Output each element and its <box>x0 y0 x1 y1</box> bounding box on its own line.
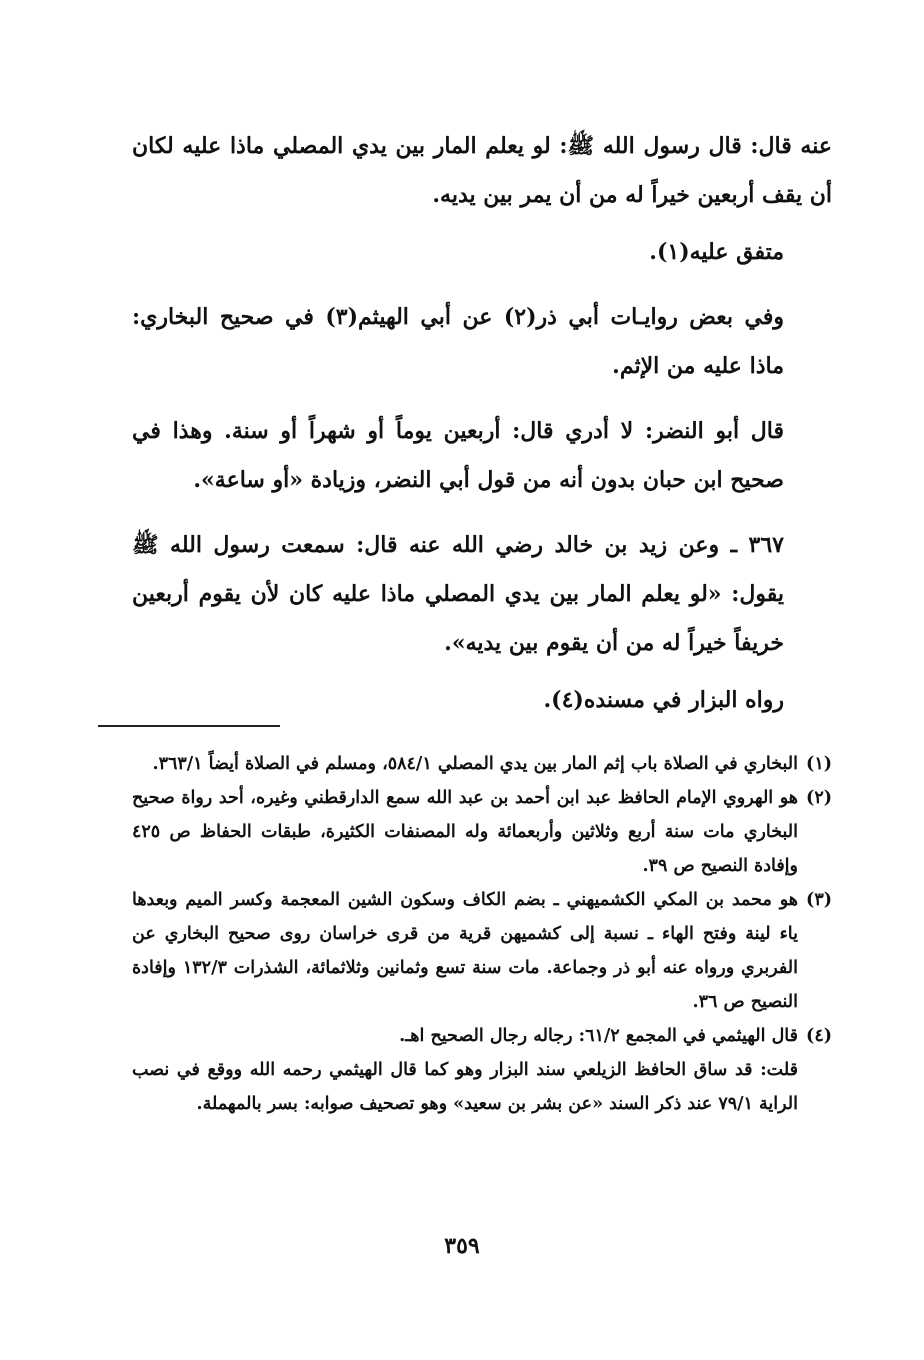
footnote-number: (٣) <box>806 890 832 910</box>
paragraph-hadith-366: عنه قال: قال رسول الله ﷺ: لو يعلم المار بين يدي المصلي ماذا عليه لكان أن يقف أربعين خيراً له من أن يمر بين يديه. <box>132 133 832 208</box>
footnote-text: هو الهروي الإمام الحافظ عبد ابن أحمد بن عبد الله سمع الدارقطني وغيره، أحد رواة صحيح البخاري مات سنة أربع وثلاثين وأربعمائة وله المصنفات الكثيرة، طبقات الحفاظ ص ٤٢٥ وإفادة النصيح ص ٣٩. <box>132 788 798 876</box>
footnote-4 <box>132 1019 832 1053</box>
paragraph-abu-al-nadr: قال أبو النضر: لا أدري قال: أربعين يوماً أو شهراً أو سنة. وهذا في صحيح ابن حبان بدون أنه من قول أبي النضر، وزيادة «أو ساعة». <box>132 418 784 493</box>
footnote-text: هو محمد بن المكي الكشميهني ـ بضم الكاف وسكون الشين المعجمة وكسر الميم وبعدها ياء لينة وفتح الهاء ـ نسبة إلى كشميهن قرية من قرى خراسان روى صحيح البخاري عن الفربري ورواه عنه أبو ذر وجماعة. مات سنة تسع وثمانين وثلاثمائة، الشذرات ١٣٢/٣ وإفادة النصيح ص ٣٦. <box>132 890 799 1012</box>
footnote-2 <box>132 781 832 883</box>
paragraph-bazzar: رواه البزار في مسنده(٤). <box>543 687 784 713</box>
page-number: ٣٥٩ <box>444 1233 480 1259</box>
main-text <box>132 122 832 725</box>
footnote-separator <box>98 725 280 727</box>
footnote-number: (١) <box>806 754 832 774</box>
footnote-3 <box>132 883 832 1019</box>
footnote-number: (٢) <box>806 788 832 808</box>
paragraph-takhrij: متفق عليه(١). <box>649 239 784 265</box>
footnote-text: قال الهيثمي في المجمع ٦١/٢: رجاله رجال الصحيح اهـ. <box>399 1026 798 1046</box>
footnote-1 <box>132 747 832 781</box>
footnotes <box>132 747 832 1121</box>
footnote-text: البخاري في الصلاة باب إثم المار بين يدي المصلي ٥٨٤/١، ومسلم في الصلاة أيضاً ٣٦٣/١. <box>152 754 798 774</box>
footnote-number: (٤) <box>806 1026 832 1046</box>
paragraph-riwayat: وفي بعض روايـات أبي ذر(٢) عن أبي الهيثم(٣) في صحيح البخاري: ماذا عليه من الإثم. <box>132 304 784 379</box>
footnote-4-continuation: قلت: قد ساق الحافظ الزيلعي سند البزار وهو كما قال الهيثمي رحمه الله ووقع في نصب الراية ٧٩/١ عند ذكر السند «عن بشر بن سعيد» وهو تصحيف صوابه: بسر بالمهملة. <box>132 1060 798 1114</box>
paragraph-hadith-367: ٣٦٧ ـ وعن زيد بن خالد رضي الله عنه قال: سمعت رسول الله ﷺ يقول: «لو يعلم المار بين يدي المصلي ماذا عليه كان لأن يقوم أربعين خريفاً خيراً له من أن يقوم بين يديه». <box>132 532 784 656</box>
